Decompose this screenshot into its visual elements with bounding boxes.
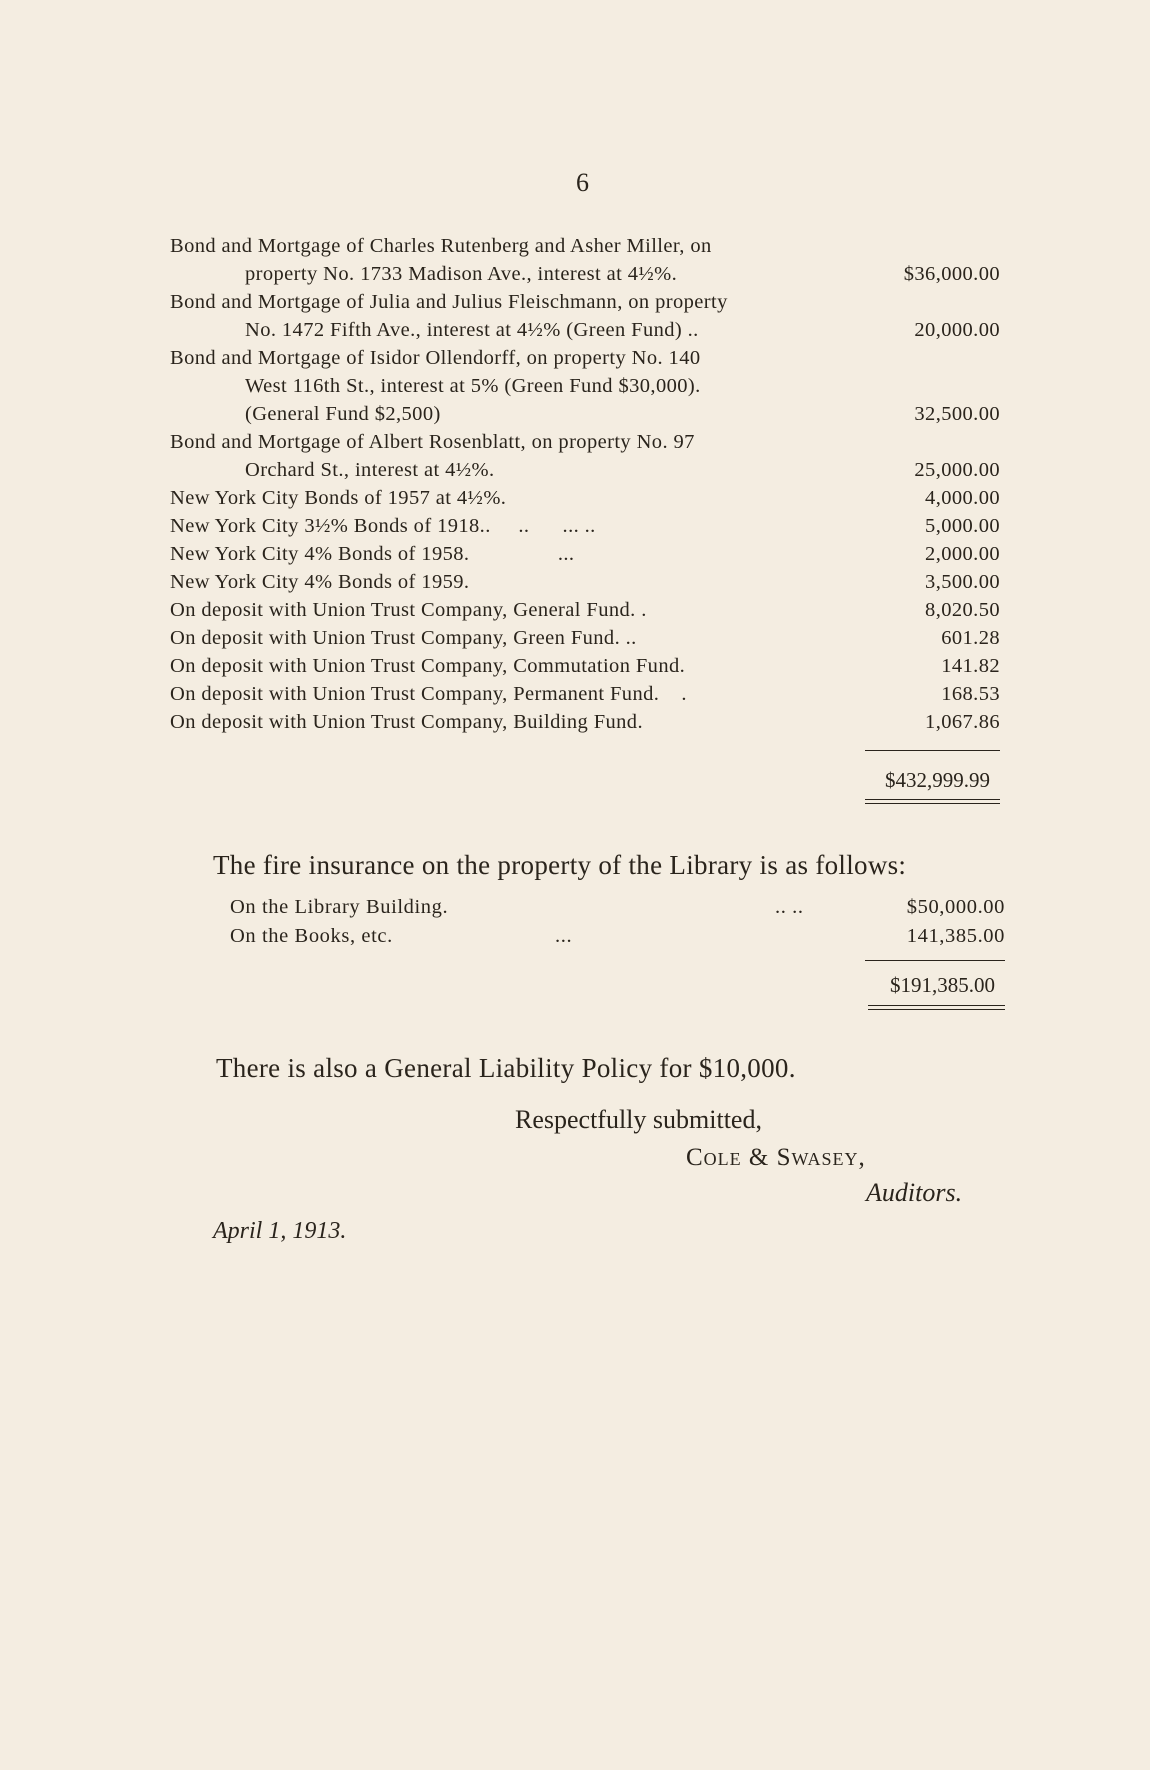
page-number: 6 bbox=[576, 168, 589, 197]
closing: Respectfully submitted, bbox=[515, 1105, 762, 1134]
ledger-row-line: Bond and Mortgage of Julia and Julius Fleischmann, on property bbox=[170, 291, 728, 313]
signatory-title: Auditors. bbox=[866, 1178, 963, 1207]
ledger-row bbox=[170, 540, 1010, 568]
ledger-amount: 5,000.00 bbox=[925, 515, 1000, 537]
ledger-amount: 20,000.00 bbox=[914, 319, 1000, 341]
ledger-row bbox=[170, 344, 1010, 428]
ledger-row-line: Bond and Mortgage of Isidor Ollendorff, on property No. 140 bbox=[170, 347, 701, 369]
ledger-row-line: Bond and Mortgage of Albert Rosenblatt, on property No. 97 bbox=[170, 431, 695, 453]
insurance-row bbox=[230, 896, 1005, 919]
ledger-row-line: New York City 4% Bonds of 1959. bbox=[170, 571, 470, 593]
insurance-row bbox=[230, 925, 1005, 948]
ledger-row bbox=[170, 568, 1010, 596]
ledger-row-line: (General Fund $2,500) bbox=[245, 403, 441, 425]
ledger-total-double-rule bbox=[865, 799, 1000, 804]
ledger-amount: 4,000.00 bbox=[925, 487, 1000, 509]
ledger-amount: 168.53 bbox=[941, 683, 1000, 705]
insurance-amount: 141,385.00 bbox=[906, 925, 1005, 947]
ledger-row bbox=[170, 596, 1010, 624]
ledger-amount: 8,020.50 bbox=[925, 599, 1000, 621]
ledger-row bbox=[170, 680, 1010, 708]
ledger-amount: 601.28 bbox=[941, 627, 1000, 649]
ledger-row-line: property No. 1733 Madison Ave., interest at 4½%. bbox=[245, 263, 678, 285]
ledger-amount: 141.82 bbox=[941, 655, 1000, 677]
ledger-row bbox=[170, 288, 1010, 344]
ledger-row-line: On deposit with Union Trust Company, Green Fund. .. bbox=[170, 627, 637, 649]
report-date: April 1, 1913. bbox=[213, 1218, 347, 1244]
ledger-total: $432,999.99 bbox=[885, 768, 990, 792]
insurance-leader-dots: .. .. bbox=[775, 896, 804, 918]
ledger-row bbox=[170, 428, 1010, 484]
ledger-row-line: Orchard St., interest at 4½%. bbox=[245, 459, 495, 481]
ledger-amount: 3,500.00 bbox=[925, 571, 1000, 593]
ledger-row-line: New York City 4% Bonds of 1958. ... bbox=[170, 543, 575, 565]
ledger-row-line: New York City 3½% Bonds of 1918.. .. ... .. bbox=[170, 515, 596, 537]
ledger-row bbox=[170, 232, 1010, 288]
ledger-row-line: On deposit with Union Trust Company, Commutation Fund. bbox=[170, 655, 686, 677]
securities-ledger bbox=[170, 232, 1010, 736]
insurance-total-rule bbox=[865, 960, 1005, 961]
ledger-amount: $36,000.00 bbox=[903, 263, 1000, 285]
ledger-amount: 25,000.00 bbox=[914, 459, 1000, 481]
insurance-total: $191,385.00 bbox=[890, 973, 995, 997]
insurance-label: On the Library Building. bbox=[230, 896, 449, 918]
ledger-row bbox=[170, 708, 1010, 736]
ledger-row-line: Bond and Mortgage of Charles Rutenberg and Asher Miller, on bbox=[170, 235, 712, 257]
ledger-row-line: On deposit with Union Trust Company, Permanent Fund. . bbox=[170, 683, 687, 705]
ledger-row bbox=[170, 624, 1010, 652]
insurance-total-double-rule bbox=[868, 1005, 1005, 1010]
insurance-amount: $50,000.00 bbox=[906, 896, 1005, 918]
ledger-amount: 32,500.00 bbox=[914, 403, 1000, 425]
signatory: Cole & Swasey, bbox=[686, 1144, 866, 1171]
ledger-row-line: West 116th St., interest at 5% (Green Fund $30,000). bbox=[245, 375, 701, 397]
ledger-row bbox=[170, 652, 1010, 680]
ledger-row-line: On deposit with Union Trust Company, General Fund. . bbox=[170, 599, 647, 621]
ledger-row-line: On deposit with Union Trust Company, Building Fund. bbox=[170, 711, 643, 733]
ledger-row-line: No. 1472 Fifth Ave., interest at 4½% (Green Fund) .. bbox=[245, 319, 699, 341]
insurance-label: On the Books, etc. bbox=[230, 925, 393, 947]
ledger-amount: 2,000.00 bbox=[925, 543, 1000, 565]
insurance-intro: The fire insurance on the property of the Library is as follows: bbox=[213, 850, 907, 880]
insurance-leader-dots: ... bbox=[555, 925, 573, 947]
ledger-total-rule bbox=[865, 750, 1000, 751]
ledger-row-line: New York City Bonds of 1957 at 4½%. bbox=[170, 487, 507, 509]
liability-note: There is also a General Liability Policy for $10,000. bbox=[216, 1053, 796, 1083]
ledger-row bbox=[170, 484, 1010, 512]
ledger-amount: 1,067.86 bbox=[925, 711, 1000, 733]
ledger-row bbox=[170, 512, 1010, 540]
